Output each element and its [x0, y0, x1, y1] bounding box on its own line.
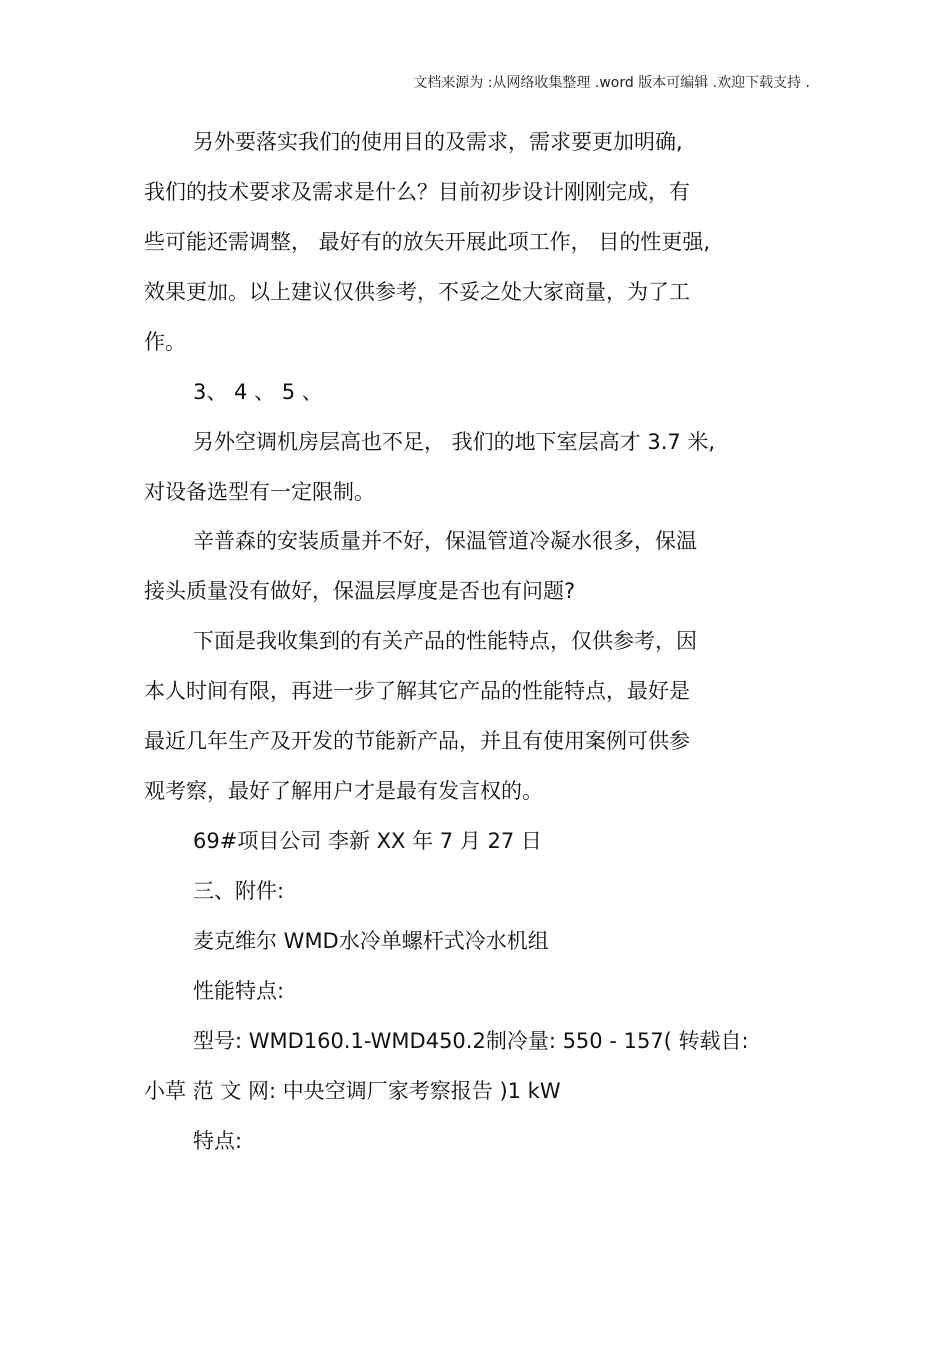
paragraph-line: 本人时间有限，再进一步了解其它产品的性能特点，最好是 [144, 679, 690, 703]
subheading: 特点: [193, 1129, 243, 1153]
paragraph-line: 作。 [144, 330, 186, 354]
paragraph-line: 些可能还需调整， 最好有的放矢开展此项工作， 目的性更强, [144, 230, 711, 254]
paragraph-line: 对设备选型有一定限制。 [144, 480, 375, 504]
paragraph-line: 下面是我收集到的有关产品的性能特点，仅供参考，因 [193, 629, 697, 653]
list-numbers: 3、 4 、 5 、 [193, 380, 323, 404]
subheading: 性能特点: [193, 979, 285, 1003]
paragraph-line: 另外空调机房层高也不足， 我们的地下室层高才 3.7 米, [193, 430, 716, 454]
product-title: 麦克维尔 WMD水冷单螺杆式冷水机组 [193, 929, 549, 953]
paragraph-line: 最近几年生产及开发的节能新产品，并且有使用案例可供参 [144, 729, 690, 753]
signature-date-line: 69#项目公司 李新 XX 年 7 月 27 日 [193, 829, 542, 853]
paragraph-line: 辛普森的安装质量并不好，保温管道冷凝水很多，保温 [193, 529, 697, 553]
paragraph-line: 另外要落实我们的使用目的及需求，需求要更加明确, [193, 130, 683, 154]
section-heading: 三、附件: [193, 879, 285, 903]
paragraph-line: 观考察，最好了解用户才是最有发言权的。 [144, 779, 543, 803]
paragraph-line: 效果更加。以上建议仅供参考，不妥之处大家商量，为了工 [144, 280, 690, 304]
spec-line: 小草 范 文 网: 中央空调厂家考察报告 )1 kW [144, 1079, 561, 1103]
paragraph-line: 接头质量没有做好，保温层厚度是否也有问题? [144, 579, 576, 603]
page-header-note: 文档来源为 :从网络收集整理 .word 版本可编辑 .欢迎下载支持 . [413, 75, 810, 91]
paragraph-line: 我们的技术要求及需求是什么？目前初步设计刚刚完成，有 [144, 180, 690, 204]
spec-line: 型号: WMD160.1-WMD450.2制冷量: 550 - 157( 转载自: [193, 1029, 749, 1053]
